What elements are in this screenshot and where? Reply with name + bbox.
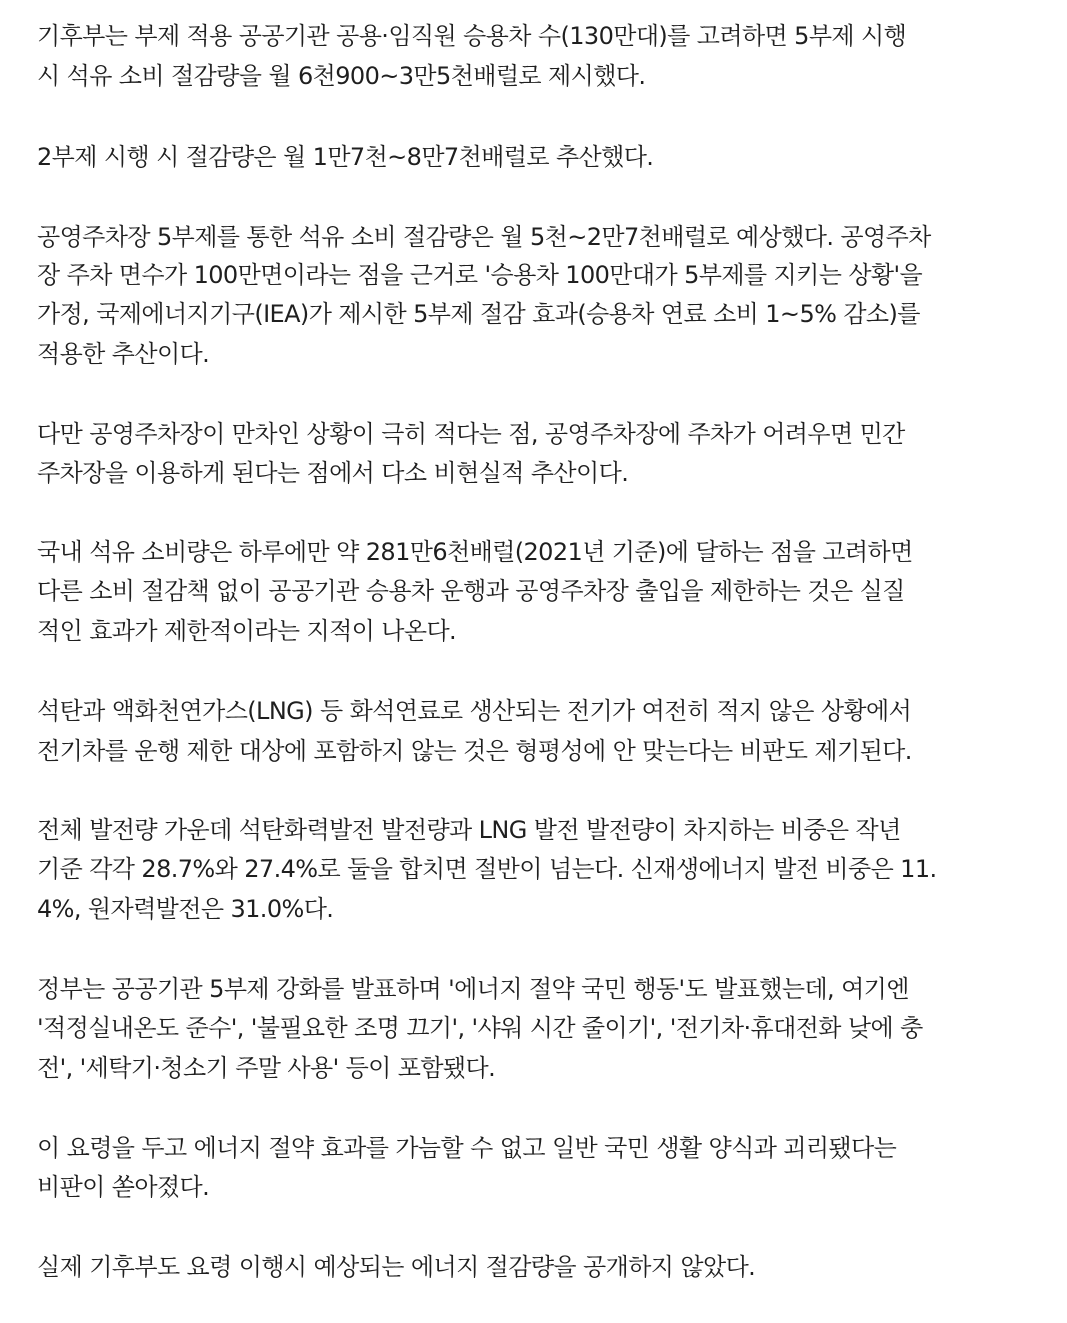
paragraph-8-line-1: 정부는 공공기관 5부제 강화를 발표하며 '에너지 절약 국민 행동'도 발표했는데, 여기엔 (37, 975, 909, 1003)
paragraph-8-line-2: '적정실내온도 준수', '불필요한 조명 끄기', '샤워 시간 줄이기', '전기차·휴대전화 낮에 충 (37, 1014, 923, 1042)
paragraph-6-line-1: 석탄과 액화천연가스(LNG) 등 화석연료로 생산되는 전기가 여전히 적지 않은 상황에서 (37, 697, 912, 725)
paragraph-8-line-3: 전', '세탁기·청소기 주말 사용' 등이 포함됐다. (37, 1054, 496, 1082)
paragraph-3-line-3: 가정, 국제에너지기구(IEA)가 제시한 5부제 절감 효과(승용차 연료 소비 1~5% 감소)를 (37, 300, 920, 328)
paragraph-4-line-2: 주차장을 이용하게 된다는 점에서 다소 비현실적 추산이다. (37, 459, 629, 487)
paragraph-4-line-1: 다만 공영주차장이 만차인 상황이 극히 적다는 점, 공영주차장에 주차가 어려우면 민간 (37, 420, 905, 448)
paragraph-10-line-1: 실제 기후부도 요령 이행시 예상되는 에너지 절감량을 공개하지 않았다. (37, 1253, 756, 1281)
paragraph-7-line-3: 4%, 원자력발전은 31.0%다. (37, 895, 334, 923)
paragraph-5-line-3: 적인 효과가 제한적이라는 지적이 나온다. (37, 617, 457, 645)
paragraph-1-line-1: 기후부는 부제 적용 공공기관 공용·임직원 승용차 수(130만대)를 고려하면 5부제 시행 (37, 22, 907, 50)
paragraph-3-line-2: 장 주차 면수가 100만면이라는 점을 근거로 '승용차 100만대가 5부제를 지키는 상황'을 (37, 261, 923, 289)
paragraph-9-line-2: 비판이 쏟아졌다. (37, 1173, 210, 1201)
paragraph-1-line-2: 시 석유 소비 절감량을 월 6천900~3만5천배럴로 제시했다. (37, 62, 646, 90)
paragraph-7-line-1: 전체 발전량 가운데 석탄화력발전 발전량과 LNG 발전 발전량이 차지하는 비중은 작년 (37, 816, 901, 844)
paragraph-7-line-2: 기준 각각 28.7%와 27.4%로 둘을 합치면 절반이 넘는다. 신재생에너지 발전 비중은 11. (37, 855, 937, 883)
paragraph-3-line-1: 공영주차장 5부제를 통한 석유 소비 절감량은 월 5천~2만7천배럴로 예상했다. 공영주차 (37, 223, 931, 251)
paragraph-2-line-1: 2부제 시행 시 절감량은 월 1만7천~8만7천배럴로 추산했다. (37, 143, 654, 171)
paragraph-6-line-2: 전기차를 운행 제한 대상에 포함하지 않는 것은 형평성에 안 맞는다는 비판도 제기된다. (37, 737, 912, 765)
paragraph-5-line-2: 다른 소비 절감책 없이 공공기관 승용차 운행과 공영주차장 출입을 제한하는 것은 실질 (37, 577, 905, 605)
paragraph-9-line-1: 이 요령을 두고 에너지 절약 효과를 가늠할 수 없고 일반 국민 생활 양식과 괴리됐다는 (37, 1134, 897, 1162)
paragraph-3-line-4: 적용한 추산이다. (37, 340, 210, 368)
paragraph-5-line-1: 국내 석유 소비량은 하루에만 약 281만6천배럴(2021년 기준)에 달하는 점을 고려하면 (37, 538, 913, 566)
